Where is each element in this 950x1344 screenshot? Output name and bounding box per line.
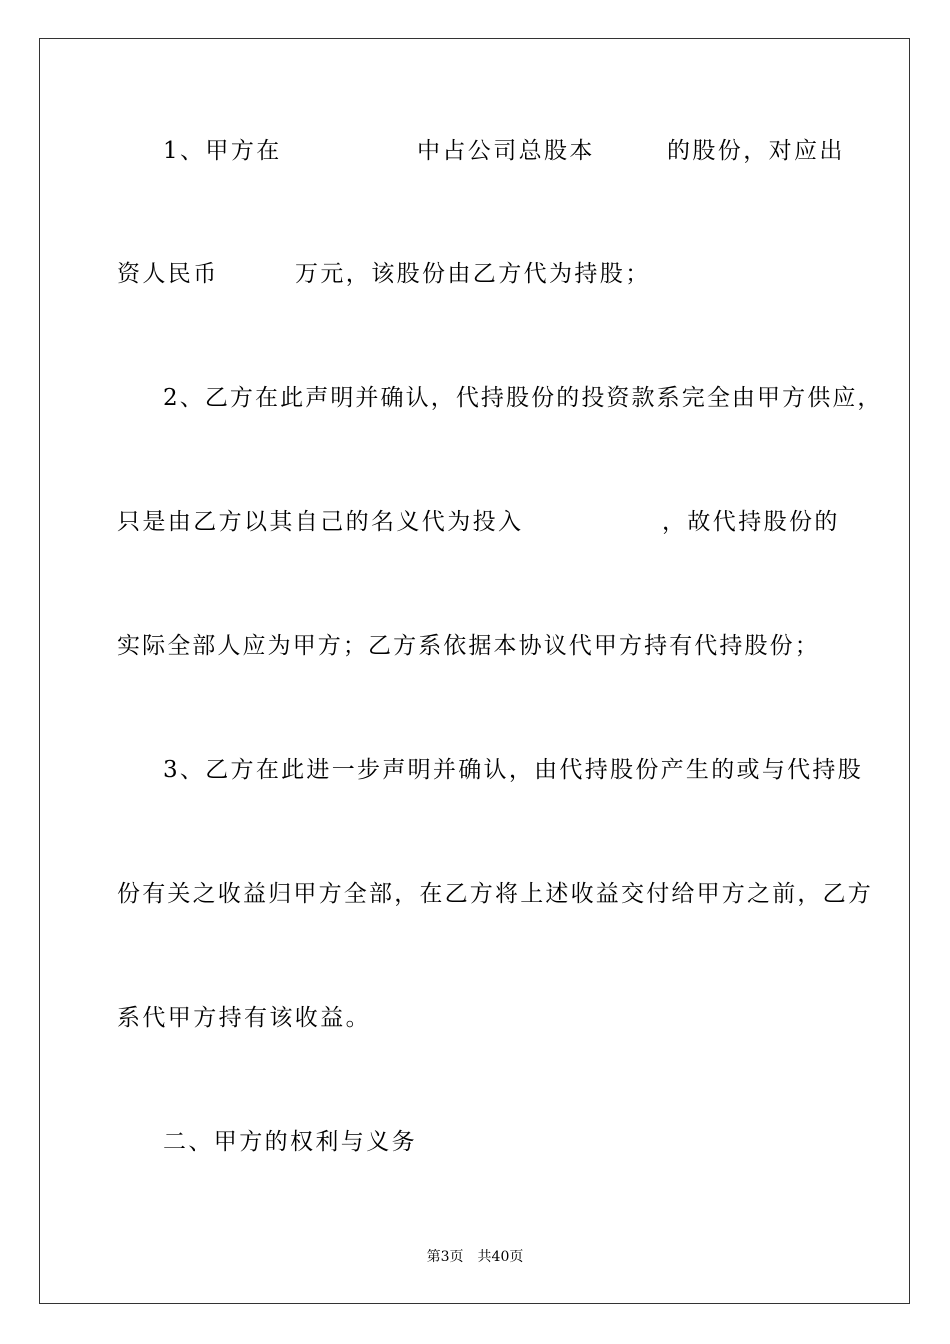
page-number-footer: 第3页 共40页: [426, 1249, 524, 1265]
clause-3-line-3: 系代甲方持有该收益。: [117, 1005, 371, 1031]
clause-1-text-d: 资人民币: [117, 261, 219, 287]
clause-3-line-2: 份有关之收益归甲方全部，在乙方将上述收益交付给甲方之前，乙方: [117, 881, 873, 907]
section-heading: 二、甲方的权利与义务: [163, 1129, 417, 1155]
clause-1-text-c: 的股份，对应出: [667, 138, 845, 164]
clause-1-text-a: 1、甲方在: [163, 138, 282, 164]
clause-2-line-2b: ，故代持股份的: [662, 509, 840, 535]
clause-1-text-b: 中占公司总股本: [417, 138, 595, 164]
clause-2-line-3: 实际全部人应为甲方；乙方系依据本协议代甲方持有代持股份；: [117, 633, 820, 659]
clause-3-line-1: 3、乙方在此进一步声明并确认，由代持股份产生的或与代持股: [163, 757, 864, 783]
page-frame: [39, 38, 910, 1304]
clause-2-line-1: 2、乙方在此声明并确认，代持股份的投资款系完全由甲方供应，: [163, 385, 883, 411]
clause-1-text-e: 万元，该股份由乙方代为持股；: [295, 261, 651, 287]
clause-2-line-2a: 只是由乙方以其自己的名义代为投入: [117, 509, 524, 535]
